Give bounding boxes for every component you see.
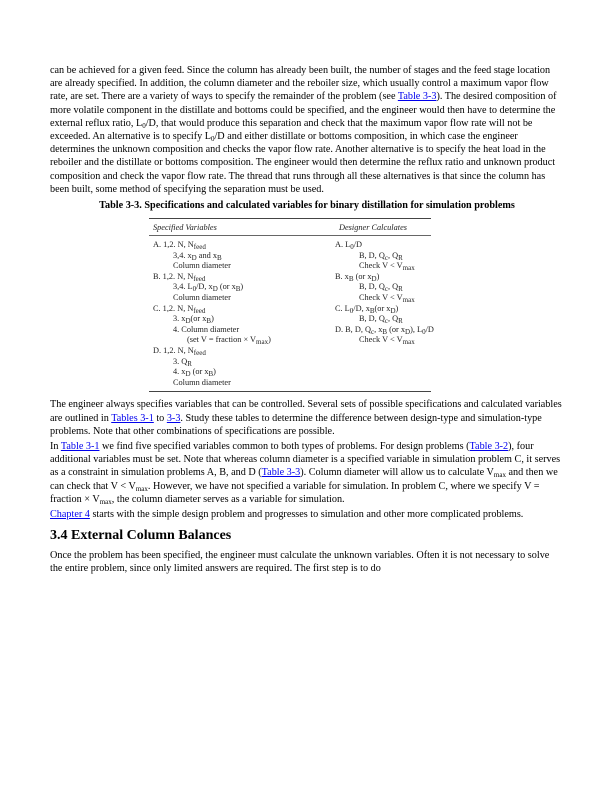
paragraph-five-variables: In Table 3-1 we find five specified variables common to both types of problems. For design problems (Table 3-2), four additional variables must be set. Note that whereas column diameter is a specified variable in simulation problem C, it serves as a constraint in simulation problems A, B, and D (Table 3-3). Column diameter will allow us to calculate $V_{max}$ and then we can check that $V < V_{max}$. However, we have not specified a variable for simulation. In problem C, where we specify V = fraction × $V_{max}$, the column diameter serves as a variable for simulation. <box>50 440 561 506</box>
link-chapter-4[interactable]: Chapter 4 <box>50 508 90 520</box>
table-row: 4. Column diameter <box>173 324 240 334</box>
table-row: Check $V < V_{max}$ <box>359 261 415 273</box>
table-row: 3,4. $x_D$ and $x_B$ <box>173 250 222 262</box>
link-table-3-1[interactable]: Table 3-1 <box>60 440 100 452</box>
table-row: Column diameter <box>173 377 231 387</box>
link-3-3[interactable]: 3-3 <box>166 412 181 424</box>
table-row: 3. $Q_R$ <box>173 356 192 368</box>
table-row: Column diameter <box>173 261 231 271</box>
table-row: Check $V < V_{max}$ <box>359 335 415 347</box>
table-row: B, D, $Q_c$, $Q_R$ <box>359 250 403 262</box>
table-row: B. 1,2. N, $N_{feed}$ <box>153 271 206 283</box>
table-row: D. 1,2. N, $N_{feed}$ <box>153 345 206 357</box>
document-page <box>50 64 564 578</box>
table-3-3-figure <box>149 218 434 392</box>
paragraph-external-balances: Once the problem has been specified, the engineer must calculate the unknown variables. Often it is not necessary to solve the entire problem, since only limited answers are required. The first step is to do <box>50 550 550 575</box>
table-row: A. 1,2. N, $N_{feed}$ <box>153 240 206 252</box>
table-row: B, D, $Q_c$, $Q_R$ <box>359 282 403 294</box>
table-row: C. $L_0/D$, $x_B(or$ $x_D$) <box>335 303 399 315</box>
table-row: D. B, D, $Q_c$, $x_B$ (or $x_D$), $L_0/D$ <box>335 324 434 336</box>
table-header <box>149 221 431 236</box>
designer-calculates-column <box>335 240 434 388</box>
paragraph-chapter-4: Chapter 4 starts with the simple design problem and progresses to simulation and other more complicated problems. <box>50 508 524 520</box>
link-table-3-2[interactable]: Table 3-2 <box>469 440 509 452</box>
table-row: C. 1,2. N, $N_{feed}$ <box>153 303 206 315</box>
paragraph-specification: can be achieved for a given feed. Since the column has already been built, the number of stages and the feed stage location are already specified. In addition, the column diameter and the reboiler size, which usually control a maximum vapor flow rate, are set. There are a variety of ways to specify the remainder of the problem (see Table 3-3). The desired composition of more volatile component in the distillate and bottoms could be specified, and the engineer would then have to determine the external reflux ratio, $L_0/D$, that would produce this separation and check that the maximum vapor flow rate will not be exceeded. An alternative is to specify $L_0/D$ and either distillate or bottoms composition, in which case the engineer determines the unknown composition and checks the vapor flow rate. Another alternative is to specify the heat load in the reboiler and the distillate or bottoms composition. The engineer would then determine the reflux ratio and unknown product composition and check the vapor flow rate. The thread that runs through all these alternatives is that since the column has been built, some method of specifying the separation must be used. <box>50 65 557 195</box>
paragraph-engineer-specifies: The engineer always specifies variables that can be controlled. Several sets of possible specifications and calculated variables are outlined in Tables 3-1 to 3-3. Study these tables to determine the difference between design-type and simulation-type problems. Note that other combinations of specifications are possible. <box>50 399 562 437</box>
link-tables-3-1[interactable]: Tables 3-1 <box>111 412 154 424</box>
table-caption: Table 3-3. Specifications and calculated variables for binary distillation for simulation problems <box>99 200 515 212</box>
link-table-3-3[interactable]: Table 3-3 <box>397 91 437 103</box>
table-row: (set V = fraction × $V_{max}$) <box>187 335 271 347</box>
table-row: 3,4. $L_0/D$, $x_D$ (or $x_B$) <box>173 282 244 294</box>
header-designer-calculates: Designer Calculates <box>339 223 407 233</box>
specified-variables-column <box>149 240 335 388</box>
table-row: 3. $x_D(or$ $x_B$) <box>173 314 214 326</box>
table-row: Column diameter <box>173 293 231 302</box>
header-specified-variables: Specified Variables <box>153 223 217 233</box>
table-row: 4. $x_D$ (or $x_B$) <box>173 367 216 379</box>
section-heading: 3.4 External Column Balances <box>50 528 232 544</box>
table-row: Check $V < V_{max}$ <box>359 293 415 304</box>
table-row: A. $L_0/D$ <box>335 240 363 252</box>
table-row: B. $x_B$ (or $x_D$) <box>335 271 380 283</box>
table-row: B, D, $Q_c$, $Q_R$ <box>359 314 403 326</box>
link-table-3-3-inline[interactable]: Table 3-3 <box>261 467 301 479</box>
